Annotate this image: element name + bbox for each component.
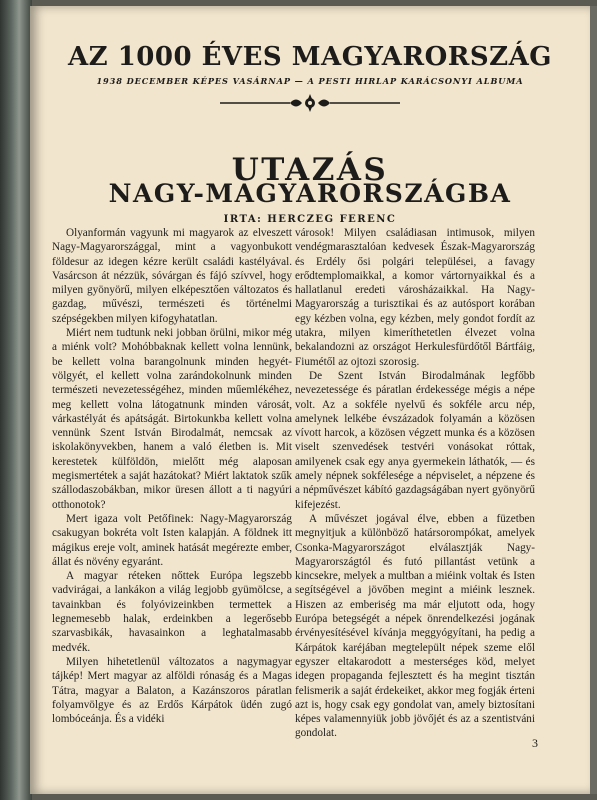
paragraph: A művészet jogával élve, ebben a füzetben megnyitjuk a különböző határsorompókat, amelyek Csonka-Magyarországot elválasztják Nagy-Magyarországtól és futó pillantást vetünk a kincsekre, melyek a multban a miéink voltak és Isten segítségével a jövőben megint a miéink lesznek. Hiszen az emberiség ma már eljutott oda, hogy Európa betegségét a népek önrendelkezési jogának érvényesítésével kívánja meggyógyítani, ha pedig a Kárpátok karéjában megtelepült népek szeme elől egyszer eltakarodott a mesterséges köd, melyet idegen propaganda fejlesztett és ha megint tisztán felismerik a saját érdekeiket, akkor meg fogják érteni azt is, hogy csak egy gondolat van, amely biztosítani képes valamennyiük jobb jövőjét és az a szentistváni gondolat. xyxy=(295,512,535,740)
paragraph: Milyen hihetetlenül változatos a nagymagyar tájkép! Mert magyar az alföldi rónaság és a Magas Tátra, magyar a Balaton, a Kazánszoros páratlan folyamvölgye és az Erdős Kárpátok üdén zugó lombóceánja. És a vidéki xyxy=(52,655,292,726)
paragraph: városok! Milyen családiasan intimusok, milyen vendégmarasztalóan kedvesek Észak-Magyarország és Erdély ősi polgári települései, a favagy erődtemplomaikkal, a komor vártornyaikkal és a hallatlanul eredeti városházaikkal. Ha Nagy-Magyarország a turisztikai és az autósport korában egy kézben volna, egy kézben, mely gondot fordít az utakra, milyen kimeríthetetlen élvezet volna bekalandozni az országot Herkulesfürdőtől Bártfáig, Fiumétől az ojtozi szorosig. xyxy=(295,227,535,368)
paragraph: Miért nem tudtunk neki jobban örülni, mikor még a miénk volt? Mohóbbaknak kellett volna lennünk, be kellett volna barangolnunk minden hegyét-völgyét, el kellett volna zarándokolnunk minden természeti nevezetességéhez, minden műemlékéhez, meg kellett volna látogatnunk minden városát, várkastélyát és apátságát. Birtokunkba kellett volna vennünk Szent István Birodalmát, nemcsak az iskolakönyvekben, hanem a való életben is. Mit kerestetek külföldön, mielőtt még alaposan megismertétek a saját hazátokat? Miért laktatok szűk szállodaszobákban, mikor üresen állott a ti nagyúri otthonotok? xyxy=(52,327,292,511)
masthead-subtitle: 1938 DECEMBER KÉPES VASÁRNAP — A PESTI HIRLAP KARÁCSONYI ALBUMA xyxy=(96,76,524,86)
page-number: 3 xyxy=(532,736,538,750)
paragraph: Mert igaza volt Petőfinek: Nagy-Magyarország csakugyan bokréta volt Isten kalapján. A földnek itt mágikus ereje volt, aminek hatását megérezte ember, állat és növény egyaránt. xyxy=(52,512,292,568)
text-column-right xyxy=(295,226,535,741)
article-headline-line1: UTAZÁS xyxy=(231,152,389,188)
article-byline: IRTA: HERCZEG FERENC xyxy=(223,214,397,225)
paragraph: De Szent István Birodalmának legfőbb nevezetessége és páratlan érdekessége mégis a népe volt. Az a sokféle nyelvű és sokféle arcu nép, amelynek lelkébe évszázadok folyamán a közösen vívott harcok, a közösen végzett munka és a közösen viselt szenvedések testvéri vonásokat róttak, amilyenek csak egy anya gyermekein láthatók, — és amely népnek sokfélesége a népviselet, a népzene és a népművészet kábító gazdagságában nyert gyönyörű kifejezést. xyxy=(295,369,535,511)
paragraph: A magyar réteken nőttek Európa legszebb vadvirágai, a lankákon a világ legjobb gyümölcse, a tavainkban és folyóvizeinkben termettek a legnemesebb halak, erdeinkben a legerősebb szarvasbikák, havasainkon a leghatalmasabb medvék. xyxy=(52,570,292,654)
masthead-title: AZ 1000 ÉVES MAGYARORSZÁG xyxy=(68,42,552,72)
article-headline-line2: NAGY-MAGYARORSZÁGBA xyxy=(108,179,512,208)
text-column-left xyxy=(52,226,292,726)
paragraph: Olyanformán vagyunk mi magyarok az elveszett Nagy-Magyarországgal, mint a vagyonbukott földesur az idegen kézre került családi kastélyával. Vasárcson át nézzük, sóvárgan és fájó szívvel, hogy milyen gyönyörű, milyen elképesztően változatos és gazdag, művészi, természeti és történelmi szépségekben milyen kifogyhatatlan. xyxy=(52,227,292,325)
adjacent-page-edge xyxy=(0,0,32,800)
floral-ornament-icon xyxy=(220,93,400,113)
